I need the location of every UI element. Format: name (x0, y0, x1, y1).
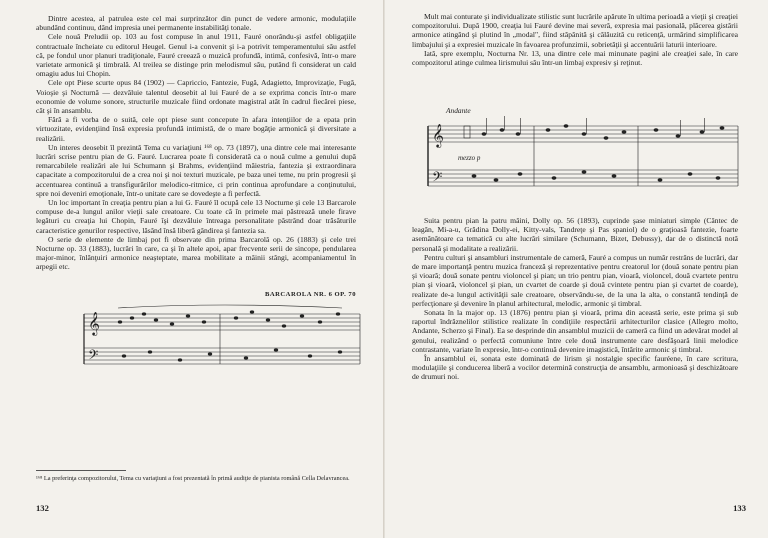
right-paragraph-6: În ansamblul ei, sonata este dominată de lirism şi nostalgie specific fauréene, în care scritura, modulaţiile şi conducerea liberă a vocilor determină construcţia de ansamblu, armonioasă şi deschizătoare de drumuri noi. (412, 354, 738, 382)
page-number-left: 132 (36, 503, 49, 513)
left-paragraph-7: O serie de elemente de limbaj pot fi observate din prima Barcarolă op. 26 (1883) şi cele trei Nocturne op. 33 (1883), lucrări în care, ca şi în altele apoi, apar frecvente serii de sincope, pendularea major-minor, înlănţuiri armonice neaşteptate, marea mobilitate a mâinii stângi, acompaniamentul în arpegii etc. (36, 234, 356, 272)
svg-text:𝄢: 𝄢 (88, 347, 99, 366)
left-paragraph-5: Un interes deosebit îl prezintă Tema cu variaţiuni ¹⁶⁸ op. 73 (1897), una dintre cele mai interesante lucrări scrise pentru pian de G. Fauré. Lucrarea poate fi considerată ca o nouă culme a genului după remarcabilele realizări ale lui Schumann şi Brahms, evidenţiind măiestria, fantezia şi extraordinara capacitate a compozitorului de a crea noi şi noi texturi muzicale, pe baza unei teme, nu prin progresii şi accentuarea continuă a transfigurărilor melodico-ritmice, ci prin continua aprofundare a conţinutului, spre noi deveniri emoţionale, într-o unitate care se dovedeşte a fi perfectă. (36, 142, 356, 198)
music-staff-icon (80, 302, 364, 376)
svg-text:𝄞: 𝄞 (88, 311, 100, 335)
svg-text:𝄞: 𝄞 (432, 123, 444, 147)
page-number-right: 133 (733, 503, 746, 513)
right-paragraph-3: Suita pentru pian la patru mâini, Dolly op. 56 (1893), cuprinde şase miniaturi simple (Cântec de leagăn, Mi-a-u, Grădina Dolly-ei, Kitty-vals, Tandreţe şi Pas spaniol) de o graţioasă fantezie, foarte asemănătoare ca tematică cu alte lucrări similare (Schumann, Bizet, Debussy), dar de o distinctă notă personală şi modalitate a realizării. (412, 216, 738, 253)
left-paragraph-1: Dintre acestea, al patrulea este cel mai surprinzător din punct de vedere armonic, modulaţiile abundând continuu, dând impresia unei permanente instabilităţi tonale. (36, 14, 356, 33)
right-paragraph-5: Sonata în la major op. 13 (1876) pentru pian şi vioară, prima din această serie, este prima şi sub raportul îndrăznelilor stilistice realizate în condiţiile respectării arhitecturilor clasice (Allegro molto, Andante, Scherzo şi Final). Ea se desprinde din ansamblul muzicii de cameră ca fiind un adevărat model al genului, realizând o perfectă comuniune între cele două instrumente care desfăşoară linii melodice contrastante, variate în expresie, într-o continuă devenire imagistică, întărite armonic şi timbral. (412, 308, 738, 354)
left-paragraph-3: Cele opt Piese scurte opus 84 (1902) — Capriccio, Fantezie, Fugă, Adagietto, Improvizaţie, Fugă, Voioşie şi Nocturnă — dezvăluie talentul deosebit al lui Fauré de a se exprima concis într-o mare economie de volume sonore, structurile muzicale fiind ordonate magistral atât în cadrul fiecărei piese, cât şi în ansamblu. (36, 78, 356, 116)
right-page (384, 0, 768, 538)
left-paragraph-6: Un loc important în creaţia pentru pian a lui G. Fauré îl ocupă cele 13 Nocturne şi cele 13 Barcarole compuse de-a lungul anilor vieţii sale creatoare. Cu toate că în primele mai păstrează unele firave legături cu creaţia lui Chopin, Fauré îşi dezvăluie întreaga personalitate păstrând doar trăsăturile caracteristice genurilor respective, lăsând însă liberă gândirea şi fantezia sa. (36, 198, 356, 235)
footnote-rule (36, 470, 126, 471)
score-dynamic: mezzo p (458, 154, 481, 162)
svg-text:𝄢: 𝄢 (432, 169, 443, 188)
music-staff-icon (424, 104, 742, 204)
left-text-top (36, 14, 356, 272)
score-caption: BARCAROLA NR. 6 OP. 70 (265, 291, 356, 298)
right-text-top (412, 12, 738, 67)
left-paragraph-4: Fără a fi vorba de o suită, cele opt piese sunt concepute în afara intenţiilor de a epata prin virtuozitate, evidenţiind însă expresia profundă intimistă, de o mare bogăţie armonică şi diversitate a realizării. (36, 115, 356, 143)
right-paragraph-1: Mult mai conturate şi individualizate stilistic sunt lucrările apărute în ultima perioadă a vieţii şi creaţiei compozitorului. După 1900, creaţia lui Fauré devine mai severă, expresia mai pasională, plăcerea gistării armonice atingând şi plutind în „modal", fiind stăpânită şi călăuzită cu reticenţă, urmărind simplificarea limbajului şi a expresiei muzicale în favoarea profunzimii, sobrietăţii şi accentuării laturii interioare. (412, 12, 738, 49)
right-paragraph-4: Pentru culturi şi ansambluri instrumentale de cameră, Fauré a compus un număr restrâns de lucrări, dar de mare importanţă pentru muzica franceză şi reprezentative pentru creatorul lor (două sonate pentru pian şi vioară; două sonate pentru violoncel şi pian; un trio pentru pian, vioară, violoncel, două cvartete pentru pian şi vioară, violoncel şi pian, un cvartet de coarde şi două cvintete pentru pian şi cvartet de coarde), realizate de-a lungul activităţii sale creatoare, observându-se, de la una la alta, o constantă tendinţă de perfecţionare şi devenire în planul arhitectural, melodic, armonic şi timbral. (412, 252, 738, 308)
right-paragraph-2: Iată, spre exemplu, Nocturna Nr. 13, una dintre cele mai minunate pagini ale creaţiei sale, în care compozitorul atinge culmea lirismului său într-un limbaj expresiv şi reţinut. (412, 48, 738, 68)
footnote: ¹⁶⁸ La preferinţa compozitorului, Tema cu variaţiuni a fost prezentată în primă audiţie de pianista română Cella Delavrancea. (36, 475, 350, 482)
left-paragraph-2: Cele nouă Preludii op. 103 au fost compuse în anul 1911, Fauré onorându-şi astfel obligaţiile contractuale încheiate cu editorul Heugel. Genul i-a convenit şi i-a potrivit temperamentului său astfel că, pe fondul unor planuri tradiţionale, Fauré creează o muzică profundă, intimă, confesivă, într-o mare varietate armonică şi timbrală. Al treilea se distinge prin melodismul său, putând fi considerat un cald omagiu adus lui Chopin. (36, 32, 356, 79)
score-tempo: Andante (446, 106, 471, 115)
right-text-bottom (412, 216, 738, 382)
